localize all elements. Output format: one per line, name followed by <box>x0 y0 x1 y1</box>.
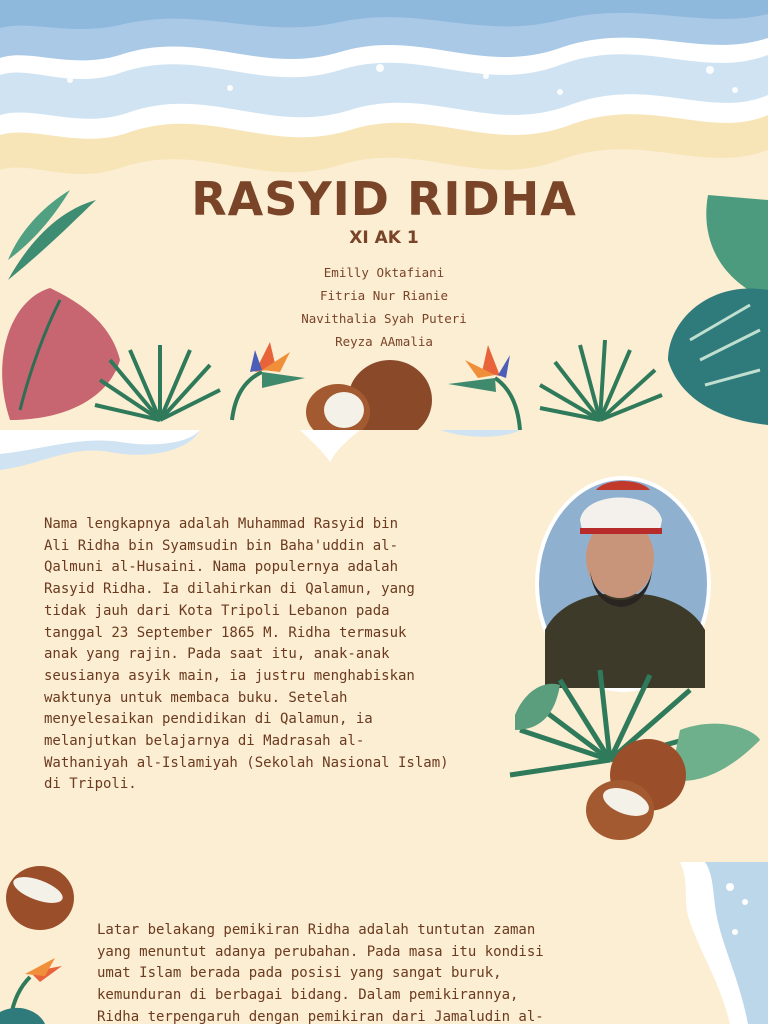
biography-paragraph: Nama lengkapnya adalah Muhammad Rasyid bin Ali Ridha bin Syamsudin bin Baha'uddin al- Qalmuni al-Husaini. Nama populernya adalah Rasyid Ridha. Ia dilahirkan di Qalamun, yang tidak jauh dari Kota Tripoli Lebanon pada tanggal 23 September 1865 M. Ridha termasuk anak yang rajin. Pada saat itu, anak-anak seusianya asyik main, ia justru menghabiskan waktunya untuk membaca buku. Setelah menyelesaikan pendidikan di Qalamun, ia melanjutkan belajarnya di Madrasah al- Wathaniyah al-Islamiyah (Sekolah Nasional Islam) di Tripoli. <box>44 516 449 793</box>
title-slide <box>0 0 768 430</box>
portrait-photo <box>535 476 711 692</box>
member-name: Fitria Nur Rianie <box>320 288 448 303</box>
coconut-icon <box>6 866 74 930</box>
member-name: Navithalia Syah Puteri <box>301 311 467 326</box>
class-subtitle: XI AK 1 <box>349 228 419 248</box>
background-paragraph: Latar belakang pemikiran Ridha adalah tuntutan zaman yang menuntut adanya perubahan. Pada masa itu kondisi umat Islam berada pada posisi yang sangat buruk, kemunduran di berbagai bidang. Dalam pemikirannya, Ridha terpengaruh dengan pemikiran dari Jamaludin al- <box>97 922 544 1024</box>
presentation-title: RASYID RIDHA <box>191 172 577 226</box>
member-name: Emilly Oktafiani <box>323 265 445 280</box>
biography-slide <box>0 430 768 862</box>
member-list <box>0 261 768 353</box>
background-slide <box>0 862 768 1024</box>
member-name: Reyza AAmalia <box>335 334 433 349</box>
